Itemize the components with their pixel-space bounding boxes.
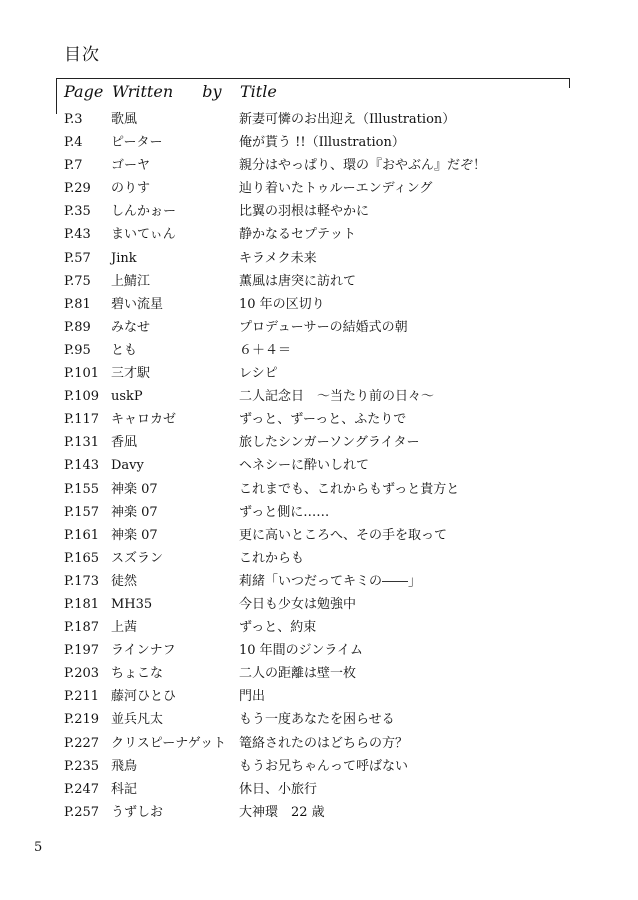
toc-entry xyxy=(0,501,638,524)
toc-entry xyxy=(0,223,638,246)
entry-author: とも xyxy=(111,342,138,358)
entry-page: P.203 xyxy=(64,666,100,682)
header-rule-right xyxy=(569,78,570,88)
entry-page: P.75 xyxy=(64,273,91,289)
entry-title: 篭絡されたのはどちらの方？ xyxy=(239,735,409,751)
table-of-contents xyxy=(0,108,638,824)
entry-title: これまでも、これからもずっと貴方と xyxy=(239,481,460,497)
entry-page: P.219 xyxy=(64,712,100,728)
entry-title: これからも xyxy=(239,550,305,566)
entry-title: もうお兄ちゃんって呼ばない xyxy=(239,758,409,774)
entry-page: P.143 xyxy=(64,458,100,474)
toc-entry xyxy=(0,408,638,431)
header-rule-top xyxy=(56,78,570,79)
entry-title: レシピ xyxy=(239,366,278,382)
entry-title: ずっと、ずーっと、ふたりで xyxy=(239,412,407,428)
entry-page: P.257 xyxy=(64,804,100,820)
entry-title: 更に高いところへ、その手を取って xyxy=(239,527,448,543)
entry-author: 神楽 07 xyxy=(111,504,158,520)
entry-author: 三才駅 xyxy=(111,366,151,382)
entry-author: キャロカゼ xyxy=(111,412,177,428)
entry-page: P.247 xyxy=(64,781,100,797)
toc-entry xyxy=(0,154,638,177)
entry-page: P.29 xyxy=(64,181,91,197)
column-header-written-by xyxy=(112,82,222,101)
toc-entry xyxy=(0,247,638,270)
entry-author: のりす xyxy=(111,181,151,197)
entry-title: ずっと、約束 xyxy=(239,620,317,636)
entry-page: P.43 xyxy=(64,227,91,243)
column-header-page: Page xyxy=(64,82,104,101)
toc-entry xyxy=(0,385,638,408)
entry-author: 飛鳥 xyxy=(111,758,138,774)
entry-author: しんかぉー xyxy=(111,204,177,220)
entry-author: うずしお xyxy=(111,804,164,820)
toc-entry xyxy=(0,639,638,662)
toc-entry xyxy=(0,108,638,131)
toc-entry xyxy=(0,131,638,154)
entry-author: Jink xyxy=(111,250,137,266)
entry-author: 藤河ひとひ xyxy=(111,689,177,705)
toc-entry xyxy=(0,708,638,731)
entry-author: MH35 xyxy=(111,596,153,612)
entry-title: 今日も少女は勉強中 xyxy=(239,596,357,612)
entry-page: P.211 xyxy=(64,689,100,705)
entry-author: uskP xyxy=(111,389,143,405)
toc-entry xyxy=(0,200,638,223)
toc-entry xyxy=(0,339,638,362)
entry-page: P.35 xyxy=(64,204,91,220)
toc-entry xyxy=(0,177,638,200)
toc-entry xyxy=(0,478,638,501)
page-title: 目次 xyxy=(64,45,100,65)
toc-entry xyxy=(0,755,638,778)
entry-author: Davy xyxy=(111,458,144,474)
entry-title: 親分はやっぱり、環の『おやぶん』だぞ！ xyxy=(239,158,487,174)
toc-entry xyxy=(0,616,638,639)
toc-entry xyxy=(0,570,638,593)
entry-author: 上鯖江 xyxy=(111,273,151,289)
entry-page: P.109 xyxy=(64,389,100,405)
entry-page: P.197 xyxy=(64,643,100,659)
entry-page: P.227 xyxy=(64,735,100,751)
entry-title: 薫風は唐突に訪れて xyxy=(239,273,357,289)
entry-page: P.181 xyxy=(64,596,100,612)
entry-page: P.165 xyxy=(64,550,100,566)
entry-title: 門出 xyxy=(239,689,266,705)
entry-page: P.117 xyxy=(64,412,100,428)
entry-title: 静かなるセプテット xyxy=(239,227,357,243)
entry-page: P.89 xyxy=(64,319,91,335)
toc-entry xyxy=(0,778,638,801)
entry-author: まいてぃん xyxy=(111,227,176,243)
entry-title: キラメク未来 xyxy=(239,250,317,266)
page-number: 5 xyxy=(34,840,43,855)
entry-title: 莉緒「いつだってキミの――」 xyxy=(239,573,422,589)
entry-title: ヘネシーに酔いしれて xyxy=(239,458,370,474)
entry-author: 徒然 xyxy=(111,573,138,589)
entry-title: 二人の距離は壁一枚 xyxy=(239,666,357,682)
toc-entry xyxy=(0,270,638,293)
entry-page: P.187 xyxy=(64,620,100,636)
entry-title: もう一度あなたを困らせる xyxy=(239,712,395,728)
entry-author: 碧い流星 xyxy=(111,296,164,312)
toc-entry xyxy=(0,431,638,454)
entry-title: 旅したシンガーソングライター xyxy=(239,435,420,451)
toc-entry xyxy=(0,454,638,477)
entry-title: 辿り着いたトゥルーエンディング xyxy=(239,181,433,197)
entry-page: P.3 xyxy=(64,112,83,127)
entry-author: ちょこな xyxy=(111,666,164,682)
entry-title: 大神環 22 歳 xyxy=(239,804,325,820)
entry-author: 香凪 xyxy=(111,435,138,451)
entry-page: P.157 xyxy=(64,504,100,520)
toc-entry xyxy=(0,685,638,708)
toc-entry xyxy=(0,593,638,616)
entry-author: スズラン xyxy=(111,550,164,566)
entry-author: 並兵凡太 xyxy=(111,712,164,728)
entry-author: 歌風 xyxy=(111,112,138,127)
entry-author: ラインナフ xyxy=(111,643,176,659)
entry-page: P.57 xyxy=(64,250,91,266)
entry-page: P.131 xyxy=(64,435,100,451)
entry-page: P.173 xyxy=(64,573,100,589)
entry-page: P.101 xyxy=(64,366,100,382)
toc-entry xyxy=(0,316,638,339)
toc-entry xyxy=(0,362,638,385)
column-header-written-by-text: Written by xyxy=(112,82,222,101)
entry-title: ６＋４＝ xyxy=(239,342,292,358)
entry-page: P.81 xyxy=(64,296,91,312)
entry-title: 10 年の区切り xyxy=(239,296,325,312)
toc-entry xyxy=(0,662,638,685)
entry-page: P.155 xyxy=(64,481,100,497)
toc-entry xyxy=(0,732,638,755)
entry-author: みなせ xyxy=(111,319,151,335)
entry-author: 上茜 xyxy=(111,620,138,636)
entry-page: P.4 xyxy=(64,135,83,151)
entry-page: P.7 xyxy=(64,158,83,174)
entry-author: 科記 xyxy=(111,781,138,797)
entry-page: P.235 xyxy=(64,758,100,774)
entry-page: P.161 xyxy=(64,527,100,543)
entry-author: ピーター xyxy=(111,135,163,151)
entry-title: ずっと側に…… xyxy=(239,504,330,520)
toc-entry xyxy=(0,524,638,547)
entry-title: 俺が貰う !!（Illustration） xyxy=(239,135,405,151)
entry-title: 休日、小旅行 xyxy=(239,781,318,797)
column-header-title: Title xyxy=(240,82,277,101)
toc-entry xyxy=(0,801,638,824)
entry-title: プロデューサーの結婚式の朝 xyxy=(239,319,408,335)
toc-entry xyxy=(0,547,638,570)
entry-author: ゴーヤ xyxy=(111,158,151,174)
entry-title: 新妻可憐のお出迎え（Illustration） xyxy=(239,112,456,127)
entry-page: P.95 xyxy=(64,342,91,358)
toc-entry xyxy=(0,293,638,316)
entry-title: 二人記念日 ～当たり前の日々～ xyxy=(239,389,435,405)
entry-author: 神楽 07 xyxy=(111,481,158,497)
entry-author: 神楽 07 xyxy=(111,527,158,543)
entry-title: 10 年間のジンライム xyxy=(239,643,363,659)
entry-title: 比翼の羽根は軽やかに xyxy=(239,204,370,220)
entry-author: クリスピーナゲット xyxy=(111,735,227,751)
